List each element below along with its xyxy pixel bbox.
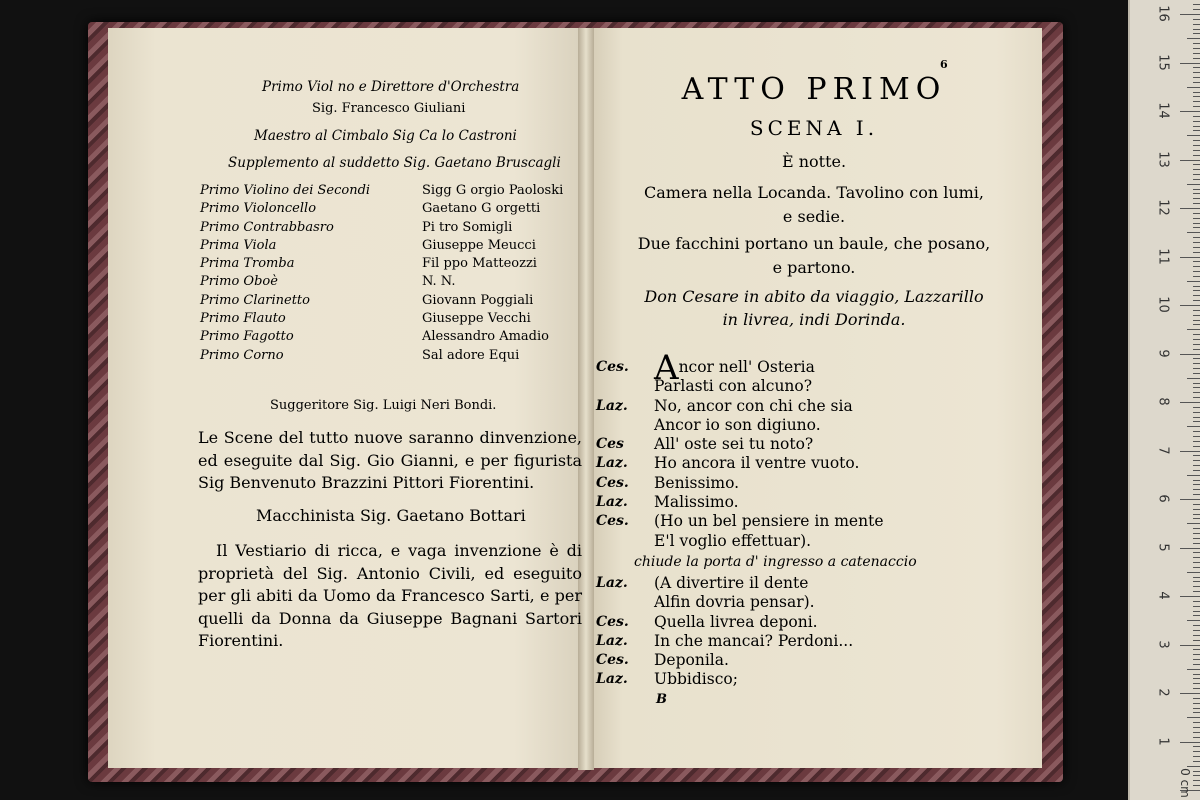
ruler-tick (1193, 455, 1200, 456)
header-maestro-cimbalo: Maestro al Cimbalo Sig Ca lo Castroni (254, 128, 517, 144)
line-text: Ancor io son digiuno. (654, 415, 821, 434)
roster-row (200, 310, 563, 328)
ruler-tick (1193, 533, 1200, 534)
speaker: Ces (596, 436, 624, 453)
ruler-tick (1187, 523, 1200, 524)
ruler-tick (1193, 252, 1200, 253)
ruler-tick (1193, 242, 1200, 243)
ruler-tick (1180, 548, 1200, 549)
ruler-tick (1193, 611, 1200, 612)
ruler-tick (1193, 9, 1200, 10)
speaker: Laz. (596, 632, 628, 649)
dialogue-line (596, 532, 884, 551)
roster-name: Fil ppo Matteozzi (422, 256, 537, 272)
ruler-tick (1193, 484, 1200, 485)
ruler-tick (1193, 543, 1200, 544)
ruler-tick (1193, 295, 1200, 296)
ruler-tick (1180, 499, 1200, 500)
ruler-tick (1193, 339, 1200, 340)
ruler-tick (1187, 281, 1200, 282)
roster-role: Primo Violoncello (200, 201, 317, 217)
vestiario-paragraph (198, 540, 582, 653)
ruler-tick (1193, 509, 1200, 510)
ruler-tick (1193, 528, 1200, 529)
ruler-tick (1193, 436, 1200, 437)
roster-name: Gaetano G orgetti (422, 201, 541, 217)
ruler-tick (1193, 266, 1200, 267)
ruler-tick (1193, 397, 1200, 398)
ruler-tick (1193, 213, 1200, 214)
ruler-tick (1193, 703, 1200, 704)
act-title: ATTO PRIMO (681, 72, 947, 107)
ruler-tick (1193, 58, 1200, 59)
ruler-tick (1193, 344, 1200, 345)
ruler-tick (1193, 310, 1200, 311)
ruler-tick (1180, 111, 1200, 112)
ruler-tick (1193, 737, 1200, 738)
ruler-tick (1193, 237, 1200, 238)
roster-role: Primo Fagotto (200, 329, 294, 345)
line-text: Quella livrea deponi. (654, 612, 818, 631)
ruler-tick (1193, 771, 1200, 772)
setting-line: È notte. (781, 152, 847, 171)
ruler-tick (1193, 407, 1200, 408)
ruler-tick (1187, 184, 1200, 185)
speaker: Ces. (596, 474, 629, 491)
ruler-tick (1193, 227, 1200, 228)
ruler-tick (1180, 402, 1200, 403)
ruler-tick (1193, 300, 1200, 301)
ruler-tick (1193, 664, 1200, 665)
ruler-tick (1180, 257, 1200, 258)
line-text: Benissimo. (654, 473, 740, 492)
ruler-tick (1193, 189, 1200, 190)
ruler-tick (1193, 761, 1200, 762)
line-text: (A divertire il dente (654, 574, 809, 592)
line-text: No, ancor con chi che sia (654, 396, 853, 415)
roster-row (200, 182, 563, 200)
roster-name: Giuseppe Vecchi (422, 311, 531, 327)
ruler-tick (1193, 441, 1200, 442)
ruler-tick (1193, 179, 1200, 180)
line-text: Parlasti con alcuno? (654, 377, 813, 396)
ruler-tick (1193, 203, 1200, 204)
roster-name: Alessandro Amadio (422, 329, 549, 345)
dialogue-line (596, 632, 853, 651)
ruler-tick (1187, 620, 1200, 621)
ruler-tick (1180, 693, 1200, 694)
ruler-tick (1180, 63, 1200, 64)
ruler-tick (1180, 596, 1200, 597)
ruler-tick (1193, 53, 1200, 54)
ruler-number: 0 cm (1178, 768, 1193, 798)
roster-name: Giovann Poggiali (422, 292, 534, 308)
dialogue-line (596, 651, 853, 670)
speaker: Laz. (596, 575, 628, 591)
ruler-tick (1193, 150, 1200, 151)
ruler-tick (1187, 329, 1200, 330)
ruler-tick (1193, 290, 1200, 291)
line-text: Deponila. (654, 651, 729, 670)
page-number: 6 (940, 58, 948, 71)
ruler-tick (1180, 305, 1200, 306)
roster-role: Prima Tromba (200, 256, 295, 272)
ruler-tick (1193, 247, 1200, 248)
line-text: ncor nell' Osteria (678, 358, 815, 376)
ruler-tick (1193, 43, 1200, 44)
ruler-tick (1193, 756, 1200, 757)
roster-row (200, 347, 563, 365)
ruler-number: 12 (1155, 199, 1171, 216)
ruler-tick (1187, 669, 1200, 670)
ruler-tick (1193, 630, 1200, 631)
ruler-tick (1193, 581, 1200, 582)
ruler-tick (1193, 169, 1200, 170)
roster-role: Primo Contrabbasro (200, 219, 334, 235)
ruler-number: 8 (1155, 397, 1171, 406)
setting-line: e sedie. (782, 207, 846, 226)
ruler-tick (1193, 193, 1200, 194)
orchestra-roster (200, 182, 563, 365)
ruler-tick (1187, 717, 1200, 718)
ruler-tick (1193, 586, 1200, 587)
ruler-tick (1193, 640, 1200, 641)
ruler-tick (1193, 368, 1200, 369)
ruler-tick (1187, 38, 1200, 39)
ruler-number: 9 (1155, 348, 1171, 358)
ruler-tick (1193, 712, 1200, 713)
ruler-tick (1193, 67, 1200, 68)
macchinista-line: Macchinista Sig. Gaetano Bottari (256, 506, 526, 525)
ruler-tick (1193, 286, 1200, 287)
ruler-tick (1193, 683, 1200, 684)
speaker: Laz. (596, 455, 628, 472)
ruler-tick (1193, 649, 1200, 650)
ruler-tick (1180, 160, 1200, 161)
ruler-tick (1193, 33, 1200, 34)
ruler-tick (1193, 460, 1200, 461)
ruler-tick (1193, 29, 1200, 30)
dialogue-block (596, 348, 884, 551)
ruler-tick (1193, 261, 1200, 262)
ruler-tick (1187, 475, 1200, 476)
dialogue-line (596, 474, 884, 493)
roster-row (200, 219, 563, 237)
dialogue-line (596, 593, 853, 612)
ruler-tick (1193, 722, 1200, 723)
roster-role: Primo Oboè (200, 274, 278, 290)
ruler-tick (1193, 678, 1200, 679)
ruler-tick (1193, 562, 1200, 563)
ruler-tick (1193, 417, 1200, 418)
ruler-tick (1193, 567, 1200, 568)
ruler-tick (1193, 373, 1200, 374)
ruler-tick (1193, 446, 1200, 447)
ruler-tick (1193, 698, 1200, 699)
ruler-tick (1193, 470, 1200, 471)
ruler-number: 15 (1155, 53, 1171, 71)
line-text: Malissimo. (654, 493, 739, 512)
roster-row (200, 255, 563, 273)
ruler-number: 7 (1155, 445, 1171, 455)
ruler-number: 16 (1155, 5, 1171, 22)
roster-row (200, 273, 563, 291)
ruler-tick (1193, 625, 1200, 626)
ruler-tick (1187, 378, 1200, 379)
ruler-tick (1193, 489, 1200, 490)
roster-name: N. N. (422, 274, 456, 290)
ruler-tick (1187, 426, 1200, 427)
ruler-tick (1180, 742, 1200, 743)
ruler-number: 4 (1155, 591, 1171, 600)
roster-name: Sal adore Equi (422, 347, 520, 363)
ruler-tick (1193, 19, 1200, 20)
setting-line: Due facchini portano un baule, che posano, (637, 234, 991, 253)
ruler-tick (1193, 315, 1200, 316)
book-gutter (578, 28, 594, 770)
ruler-tick (1193, 24, 1200, 25)
ruler-number: 6 (1155, 494, 1171, 503)
dialogue-line (596, 493, 884, 512)
ruler-tick (1193, 431, 1200, 432)
ruler-tick (1193, 504, 1200, 505)
ruler-tick (1193, 4, 1200, 5)
line-text: In che mancai? Perdoni... (654, 631, 854, 650)
scene-paragraph-text: Le Scene del tutto nuove saranno dinvenzione, ed eseguite dal Sig. Gio Gianni, e per figurista Sig Benvenuto Brazzini Pittori Fiorentini. (198, 428, 582, 492)
ruler-tick (1193, 480, 1200, 481)
ruler-tick (1187, 135, 1200, 136)
dialogue-line (596, 574, 853, 593)
dialogue-line (596, 397, 884, 416)
ruler-tick (1193, 387, 1200, 388)
ruler-tick (1193, 320, 1200, 321)
ruler-number: 5 (1155, 542, 1171, 552)
header-first-violin: Primo Viol no e Direttore d'Orchestra (262, 79, 520, 95)
scene-paragraph (198, 427, 582, 495)
ruler-number: 2 (1155, 688, 1171, 697)
drop-initial: A (654, 348, 679, 388)
dialogue-line (596, 377, 884, 396)
roster-name: Giuseppe Meucci (422, 237, 536, 253)
roster-role: Primo Flauto (200, 311, 286, 327)
ruler-tick (1193, 746, 1200, 747)
ruler-tick (1193, 174, 1200, 175)
ruler-tick (1193, 72, 1200, 73)
ruler-tick (1193, 164, 1200, 165)
ruler-tick (1193, 121, 1200, 122)
ruler-tick (1193, 334, 1200, 335)
ruler-tick (1193, 82, 1200, 83)
ruler-tick (1193, 349, 1200, 350)
suggeritore-line: Suggeritore Sig. Luigi Neri Bondi. (270, 398, 497, 413)
line-text: E'l voglio effettuar). (654, 531, 812, 550)
speaker: Ces. (596, 613, 629, 630)
ruler-tick (1193, 494, 1200, 495)
ruler-tick (1193, 198, 1200, 199)
ruler-number: 1 (1155, 736, 1171, 746)
roster-role: Primo Violino dei Secondi (200, 183, 371, 198)
ruler-tick (1187, 232, 1200, 233)
ruler-tick (1193, 659, 1200, 660)
ruler-tick (1193, 674, 1200, 675)
ruler-tick (1193, 465, 1200, 466)
ruler-tick (1193, 412, 1200, 413)
ruler-tick (1180, 14, 1200, 15)
ruler-tick (1193, 155, 1200, 156)
ruler-tick (1180, 354, 1200, 355)
ruler-tick (1193, 324, 1200, 325)
ruler-tick (1187, 766, 1200, 767)
ruler-tick (1193, 363, 1200, 364)
ruler-tick (1193, 601, 1200, 602)
line-text: Ho ancora il ventre vuoto. (654, 454, 860, 473)
line-text: All' oste sei tu noto? (654, 435, 814, 454)
ruler-tick (1193, 140, 1200, 141)
dialogue-line (596, 454, 884, 473)
dialogue-line (596, 670, 853, 689)
ruler-tick (1193, 708, 1200, 709)
ruler-tick (1193, 106, 1200, 107)
dialogue-block-2 (596, 574, 853, 690)
ruler-number: 14 (1155, 102, 1171, 119)
ruler-tick (1193, 727, 1200, 728)
roster-role: Prima Viola (200, 237, 277, 253)
vestiario-paragraph-text: Il Vestiario di ricca, e vaga invenzione è di proprietà del Sig. Antonio Civili, ed eseguito per gli abiti da Uomo da Francesco Sarti, e per quelli da Donna da Giuseppe Bagnani Sartori Fiorentini. (198, 541, 582, 650)
speaker (596, 377, 654, 396)
ruler-tick (1193, 130, 1200, 131)
header-giuliani: Sig. Francesco Giuliani (312, 101, 466, 116)
ruler-tick (1193, 218, 1200, 219)
ruler-tick (1193, 780, 1200, 781)
dialogue-line (596, 416, 884, 435)
roster-row (200, 292, 563, 310)
ruler-tick (1193, 77, 1200, 78)
speaker: Ces. (596, 513, 629, 530)
ruler-tick (1180, 645, 1200, 646)
roster-role: Primo Clarinetto (200, 292, 310, 308)
speaker (596, 416, 654, 435)
setting-line: Camera nella Locanda. Tavolino con lumi, (643, 183, 985, 202)
ruler-tick (1193, 591, 1200, 592)
ruler-tick (1193, 116, 1200, 117)
speaker: Ces. (596, 652, 629, 669)
ruler-number: 10 (1155, 296, 1171, 313)
dialogue-line (596, 613, 853, 632)
ruler-tick (1193, 96, 1200, 97)
speaker (596, 593, 654, 612)
ruler-tick (1193, 145, 1200, 146)
ruler-tick (1193, 392, 1200, 393)
ruler-tick (1193, 732, 1200, 733)
ruler-tick (1193, 126, 1200, 127)
ruler-tick (1193, 383, 1200, 384)
ruler-number: 3 (1155, 639, 1171, 649)
ruler-tick (1193, 514, 1200, 515)
setting-line: e partono. (772, 258, 856, 277)
characters-line: in livrea, indi Dorinda. (722, 310, 906, 329)
speaker: Laz. (596, 397, 628, 414)
line-text: Ubbidisco; (654, 670, 738, 689)
ruler-tick (1193, 92, 1200, 93)
ruler-tick (1193, 538, 1200, 539)
speaker (596, 532, 654, 551)
ruler-tick (1193, 358, 1200, 359)
ruler-tick (1193, 688, 1200, 689)
header-supplemento: Supplemento al suddetto Sig. Gaetano Bruscagli (228, 155, 561, 171)
speaker: Ces. (596, 359, 629, 375)
ruler-tick (1193, 552, 1200, 553)
ruler-tick (1193, 654, 1200, 655)
ruler-tick (1193, 101, 1200, 102)
signature-mark: B (656, 692, 667, 707)
roster-name: Sigg G orgio Paoloski (422, 183, 564, 198)
dialogue-line (596, 435, 884, 454)
ruler-number: 11 (1155, 247, 1171, 265)
ruler-number: 13 (1155, 150, 1171, 168)
ruler-tick (1193, 577, 1200, 578)
ruler-tick (1180, 451, 1200, 452)
ruler-tick (1193, 615, 1200, 616)
ruler-tick (1193, 635, 1200, 636)
ruler-tick (1193, 518, 1200, 519)
ruler-tick (1193, 775, 1200, 776)
speaker: Laz. (596, 671, 628, 688)
speaker: Laz. (596, 494, 628, 511)
dialogue-line (596, 512, 884, 531)
ruler-tick (1193, 557, 1200, 558)
ruler-tick (1193, 421, 1200, 422)
roster-role: Primo Corno (200, 347, 284, 363)
stage-direction: chiude la porta d' ingresso a catenaccio (634, 554, 917, 570)
ruler-tick (1193, 48, 1200, 49)
ruler-tick (1193, 276, 1200, 277)
ruler-tick (1187, 87, 1200, 88)
line-text: (Ho un bel pensiere in mente (654, 512, 884, 531)
ruler-tick (1180, 208, 1200, 209)
ruler-tick (1193, 606, 1200, 607)
ruler-tick (1187, 572, 1200, 573)
ruler-tick (1193, 271, 1200, 272)
scene-title: SCENA I. (749, 116, 879, 140)
characters-line: Don Cesare in abito da viaggio, Lazzarillo (644, 287, 984, 306)
roster-row (200, 237, 563, 255)
roster-name: Pi tro Somigli (422, 219, 513, 235)
roster-row (200, 200, 563, 218)
ruler-tick (1193, 785, 1200, 786)
ruler-tick (1193, 223, 1200, 224)
line-text: Alfin dovria pensar). (654, 593, 815, 612)
roster-row (200, 328, 563, 346)
ruler-tick (1193, 751, 1200, 752)
measuring-ruler (1128, 0, 1200, 800)
